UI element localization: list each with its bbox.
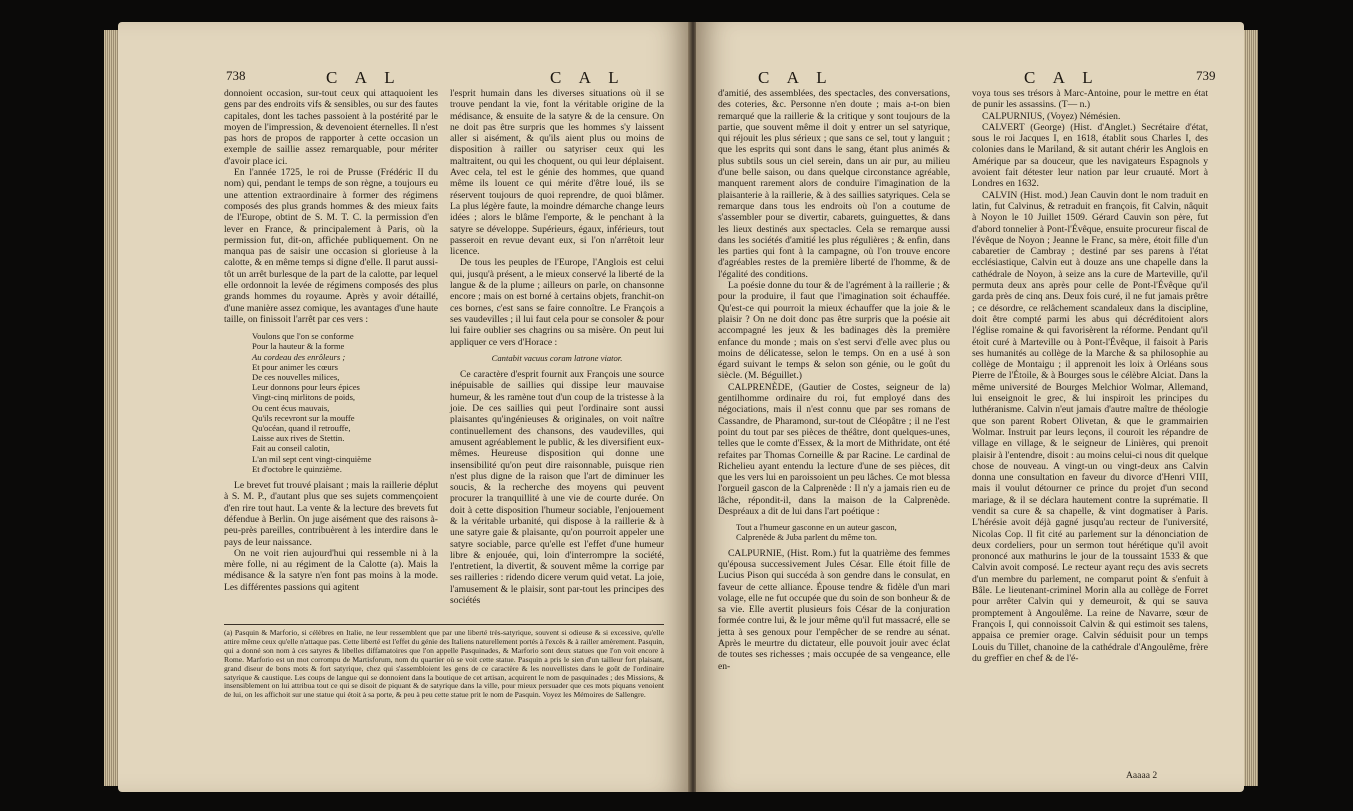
running-head: C A L — [758, 68, 834, 87]
paragraph: CALPRENÈDE, (Gautier de Costes, seigneur de la) gentilhomme ordinaire du roi, fut employé dans des négociations, mais il n'est connu que par ses romans de Cassandre, de Pharamond, sur-tout de Cléopâtre ; il ne l'est point du tout par ses pièces de théâtre, dont quelques-unes, telles que le comte d'Essex, & la mort de Mithridate, ont été refaites par Thomas Corneille & par Racine. Le cardinal de Richelieu ayant entendu la lecture d'une de ses pièces, dit que les vers lui en paroissoient un peu lâches. Ce mot blessa l'orgueil gascon de la Calprenède : Il n'y a jamais rien eu de lâche, répondit-il, dans la maison de la Calprenède. Despréaux a dit de lui dans l'art poétique : — [718, 381, 950, 517]
verse-line: Ou cent écus mauvais, — [252, 402, 330, 413]
verse-line: Qu'océan, quand il retrouffe, — [252, 423, 351, 434]
paragraph: Ce caractère d'esprit fournit aux François une source inépuisable de saillies qui dissipe leur mauvaise humeur, & les ramène tout d'un coup de la tristesse à la joie. De ces saillies qui peut l'ordinaire sont aussi plaisantes qu'ingénieuses & originales, on voit naître continuellement des chansons, des vaudevilles, qui amusent agréablement le public, & les diversifient eux-mêmes. Heureuse disposition qui donne une insensibilité qu'on peut dire raisonnable, puisque rien n'est plus digne de la raison que l'art de diminuer les soucis, & la recherche des moyens qui peuvent procurer la tranquillité à une vie de courte durée. On doit à cette disposition l'humeur sociable, l'enjouement & la véritable urbanité, qui dispose à la raillerie & à une satyre gaie & plaisante, qu'on pourroit appeler une satyre sociable, parce qu'elle est l'effet d'une humeur libre & enjouée, qui, loin d'interrompre la société, l'entretient, la divertit, & souvent même la corrige par ses railleries : ridendo dicere verum quid vetat. La joie, l'amusement & le plaisir, sont par-tout les principes des sociétés — [450, 369, 664, 607]
right-page — [696, 22, 1244, 792]
running-head: C A L — [550, 68, 626, 87]
footnote: (a) Pasquin & Marforio, si célèbres en Italie, ne leur ressemblent que par une liberté très-satyrique, souvent si odieuse & si excessive, qu'elle attire même ceux qu'elle n'attaque pas. Cette liberté est l'effet du génie des Italiens naturellement portés à l'excès & à railler amèrement. Pasquin, qui a donné son nom à ces satyres & libelles diffamatoires que l'on appelle Pasquinades, & Marforio sont deux statues que l'on voit encore à Rome. Marforio est un mot corrompu de Martisforum, nom du quartier où se voit cette statue. Pasquin a pris le sien d'un tailleur fort plaisant, grand diseur de bons mots & fort satyrique, chez qui s'assembloient les gens de ce caractère & les nouvellistes dans le goût de l'ordinaire satyrique & caustique. Les coups de langue qui se donnoient dans la boutique de cet artisan, acquirent le nom de pasquinades ; des Missions, & insensiblement on lui attribua tout ce qui se disoit de piquant & de satyrique dans la ville, pour mieux persuader que ces mots piquans venoient de lui, on les affichoit sur une statue qui étoit à sa porte, & peu à peu cette statue prit le nom de Pasquin. Voyez les Mémoires de Sallengre. — [224, 628, 664, 700]
paragraph: voya tous ses trésors à Marc-Antoine, pour le mettre en état de punir les assassins. (T— n.) — [972, 88, 1208, 111]
entry: CALPURNIUS, (Voyez) Némésien. — [982, 110, 1121, 122]
verse-line: Vingt-cinq mirlitons de poids, — [252, 392, 356, 403]
verse-line: Pour la hauteur & la forme — [252, 341, 345, 352]
verse-line: Au cordeau des enrôleurs ; — [252, 351, 346, 362]
verse-line: Et d'octobre le quinzième. — [252, 463, 342, 474]
paragraph: Le brevet fut trouvé plaisant ; mais la raillerie déplut à S. M. P., d'autant plus que ses sujets commençoient d'en rire tout haut. La vente & la lecture des brevets fut défendue à Berlin. On juge aisément que des raisons à-peu-près pareilles, contribuèrent à les interdire dans le pays de leur naissance. — [224, 480, 438, 548]
paragraph: l'esprit humain dans les diverses situations où il se trouve pendant la vie, font la véritable origine de la médisance, & ensuite de la satyre & de la censure. On ne doit pas être surpris que les hommes s'y laissent aller si aisément, & qu'ils aient plus ou moins de disposition à railler ou satyriser ceux qui les maltraitent, ou qui les choquent, ou qui leur déplaisent. Avec cela, tel est le génie des hommes, que quand même ils louent ce qui mérite d'être loué, ils se réservent toujours de quoi reprendre, de quoi blâmer. La plus légère faute, la moindre démarche change leurs idées ; alors le blâme l'emporte, & le penchant à la satyre se développe. Supérieurs, égaux, inférieurs, tout passeroit en revue devant eux, si l'on n'arrêtoit leur licence. — [450, 88, 664, 258]
verse-line: Et pour animer les cœurs — [252, 361, 338, 372]
latin-quote: Cantabit vacuus coram latrone viator. — [491, 352, 623, 363]
text-column-2 — [450, 88, 664, 606]
text-column-1 — [224, 88, 438, 593]
page-edges-left — [104, 30, 118, 786]
verse-line: Voulons que l'on se conforme — [252, 331, 354, 342]
verse-line: Laisse aux rives de Stettin. — [252, 433, 345, 444]
paragraph: On ne voit rien aujourd'hui qui ressemble ni à la mère folle, ni au régiment de la Calotte (a). Mais la médisance & la satyre n'en font pas moins à la mode. Les différentes passions qui agitent — [224, 547, 438, 593]
verse-line: Calprenède & Juba parlent du même ton. — [736, 532, 878, 543]
verse-line: Qu'ils recevront sur la mouffe — [252, 412, 355, 423]
signature-mark: Aaaaa 2 — [1126, 770, 1158, 781]
verse-block — [252, 331, 438, 474]
running-head: C A L — [1024, 68, 1100, 87]
footnote-rule — [224, 624, 664, 625]
left-page — [118, 22, 690, 792]
paragraph: De tous les peuples de l'Europe, l'Anglois est celui qui, jusqu'à présent, a le mieux conservé la liberté de la langue & de la plume ; ailleurs on parle, on chansonne encore ; mais on est borné à certains objets, franchit-on ces bornes, c'est sans se faire connoître. Le François a ses vaudevilles ; il lui faut cela pour se consoler & pour lui faire oublier ses chagrins ou sa misère. On peut lui appliquer ce vers d'Horace : — [450, 257, 664, 348]
verse-block — [736, 522, 950, 542]
running-head: C A L — [326, 68, 402, 87]
page-edges-right — [1244, 30, 1258, 786]
verse-line: De ces nouvelles milices, — [252, 372, 340, 383]
paragraph: d'amitié, des assemblées, des spectacles, des conversations, des coteries, &c. Personne n'en doute ; mais a-t-on bien remarqué que la raillerie & la critique y sont toujours de la partie, que souvent même il doit y entrer un sel satyrique, qui réjouit les plus sérieux ; que sans ce sel, tout y languit ; que les esprits qui sont dans le sang, étant plus animés & plus subtils sous un ciel serein, dans un air pur, au milieu d'une belle saison, ou dans quelque circonstance agréable, manquent rarement alors de conduire l'imagination de la plaisanterie à la raillerie, & à des saillies satyriques. Cela se remarque dans tous les endroits où l'on a coutume de s'assembler pour se divertir, cabarets, guinguettes, & dans les lieux destinés aux spectacles. Cela se remarque aussi dans les sociétés d'amitié les plus régulières ; & enfin, dans les parties qui font à la campagne, où l'on trouve encore d'agréables restes de la première liberté de l'homme, & de l'égalité des conditions. — [718, 88, 950, 280]
entry: CALVIN (Hist. mod.) Jean Cauvin dont le nom traduit en latin, fut Calvinus, & retraduit en françois, fit Calvin, nâquit à Noyon le 10 Juillet 1509. Gérard Cauvin son père, fut d'abord tonnelier à Pont-l'Évêque, ensuite procureur fiscal de l'évêque de Noyon ; Jeanne le Franc, sa mère, étoit fille d'un cabaretier de Cambray ; destiné par ses parens à l'état ecclésiastique, Calvin eut à douze ans une chapelle dans la cathédrale de Noyon, à seize ans la cure de Marteville, qu'il permuta deux ans après pour celle de Pont-l'Évêque qu'il garda près de cinq ans. Deux fois curé, il ne fut jamais prêtre ; ce désordre, ce relâchement scandaleux dans la discipline, doit être compté parmi les abus qui décréditoient alors l'église romaine & qui favorisèrent la réforme. Pendant qu'il étoit curé à Marteville ou à Pont-l'Évêque, il faisoit à Paris ses humanités au collège de la Marche & sa philosophie au collège de Montaigu ; il apprenoit les loix à Orléans sous Pierre de l'Étoile, & à Bourges sous le célèbre Alciat. Dans la même université de Bourges Melchior Wolmar, Allemand, lui enseignoit le grec, & lui inspiroit les principes du luthéranisme. Calvin n'eut jamais d'autre maître de théologie que son parent Robert Olivetan, & que le grammairien Wolmar. Instruit par leurs leçons, il couroit les répandre de village en village, & le seigneur de Linières, qui prenoit plaisir à l'entendre, disoit : au moins celui-ci nous dit quelque chose de nouveau. A vingt-un ou vingt-deux ans Calvin donna une consultation en faveur du divorce d'Henri VIII, mais il voulut détourner ce prince du projet d'un second mariage, & il se déclara hautement contre la suprématie. Il vendit sa cure & sa chapelle, & vint dogmatiser à Paris. L'hérésie avoit déjà gagné jusqu'au recteur de l'université, Nicolas Cop. Il fit cité au parlement sur la dénonciation de deux cordeliers, pour un sermon tout hérétique qu'il avoit prononcé aux mathurins le jour de la toussaint 1533 & que Calvin avoit composé. Le recteur ayant reçu des avis secrets d'un membre du parlement, ne comparut point & s'enfuit à Bâle. Le lieutenant-criminel Morin alla au collège de Forret pour arrêter Calvin qui y demeuroit, & qui se sauva promptement à Angoulême. La reine de Navarre, sœur de François I, qui connoissoit Calvin & qui estimoit ses talens, appaisa ce premier orage. Calvin séduisit pour un temps Louis du Tillet, chanoine de la cathédrale d'Angoulême, frère du greffier en chef & de l'é- — [972, 189, 1208, 664]
paragraph: La poésie donne du tour & de l'agrément à la raillerie ; & pour la produire, il faut que l'imagination soit échauffée. Qu'est-ce qui pourroit la mieux échauffer que la joie & le plaisir ? On ne doit donc pas être surpris que la poésie ait accompagné les jeux & les badinages dès la première enfance du monde ; mais on s'est servi d'elle avec plus ou moins de délicatesse, selon le temps. On en a usé à son égard suivant le temps & selon son génie, ou le goût du siècle. (M. Béguillet.) — [718, 280, 950, 382]
verse-line: Tout a l'humeur gasconne en un auteur gascon, — [736, 522, 897, 533]
paragraph: En l'année 1725, le roi de Prusse (Frédéric II du nom) qui, pendant le temps de son règne, a toujours eu une attention extraordinaire à former des régimens composés des plus grands hommes & des mieux faits de l'Europe, obtint de S. M. T. C. la permission d'en lever en France, & principalement à Paris, où la permission fut, dit-on, affichée publiquement. On ne manqua pas de saisir une occasion si glorieuse à la calotte, & en même temps si digne d'elle. Il parut aussi-tôt un arrêt burlesque de la part de la calotte, par lequel elle ordonnoit la levée de régimens composés des plus grands hommes du royaume. Après y avoir détaillé, d'une manière assez comique, les avantages d'une haute taille, on finissoit l'arrêt par ces vers : — [224, 167, 438, 325]
paragraph: CALPURNIE, (Hist. Rom.) fut la quatrième des femmes qu'épousa successivement Jules César. Elle étoit fille de Lucius Pison qui succéda à son gendre dans le consulat, en faveur de cette alliance. Épouse tendre & fidèle d'un mari volage, elle ne fut occupée que du soin de son bonheur & de sa vie. Elle avertit plusieurs fois César de la conjuration formée contre lui, & le jour même qu'il fut massacré, elle se jetta à ses genoux pour l'empêcher de se rendre au sénat. Après le meurtre du dictateur, elle pouvoit jouir avec éclat de toutes ses richesses ; mais occupée de sa vengeance, elle en- — [718, 547, 950, 672]
entry: CALVERT (George) (Hist. d'Anglet.) Secrétaire d'état, sous le roi Jacques I, en 1618, établit sous Charles I, des colonies dans le Mariland, & sit autant chérir les Anglois en Amérique par sa douceur, que les navigateurs Espagnols y avoient fait détester leur nation par leur cruauté. Mort à Londres en 1632. — [972, 121, 1208, 190]
verse-line: Leur donnons pour leurs épices — [252, 382, 360, 393]
page-number: 738 — [226, 68, 246, 83]
text-column-1 — [718, 88, 950, 672]
page-number: 739 — [1196, 68, 1216, 83]
text-column-2 — [972, 88, 1208, 664]
verse-line: L'an mil sept cent vingt-cinquième — [252, 453, 372, 464]
paragraph: donnoient occasion, sur-tout ceux qui attaquoient les gens par des endroits vifs & sensibles, ou sur des fautes capitales, dont les taches passoient à la postérité par le moyen de l'impression, & devenoient éternelles. Il n'est pas hors de propos de rapporter à cette occasion un exemple de saillie assez remarquable, pour mériter d'avoir place ici. — [224, 88, 438, 167]
verse-line: Fait au conseil calotin, — [252, 443, 330, 454]
